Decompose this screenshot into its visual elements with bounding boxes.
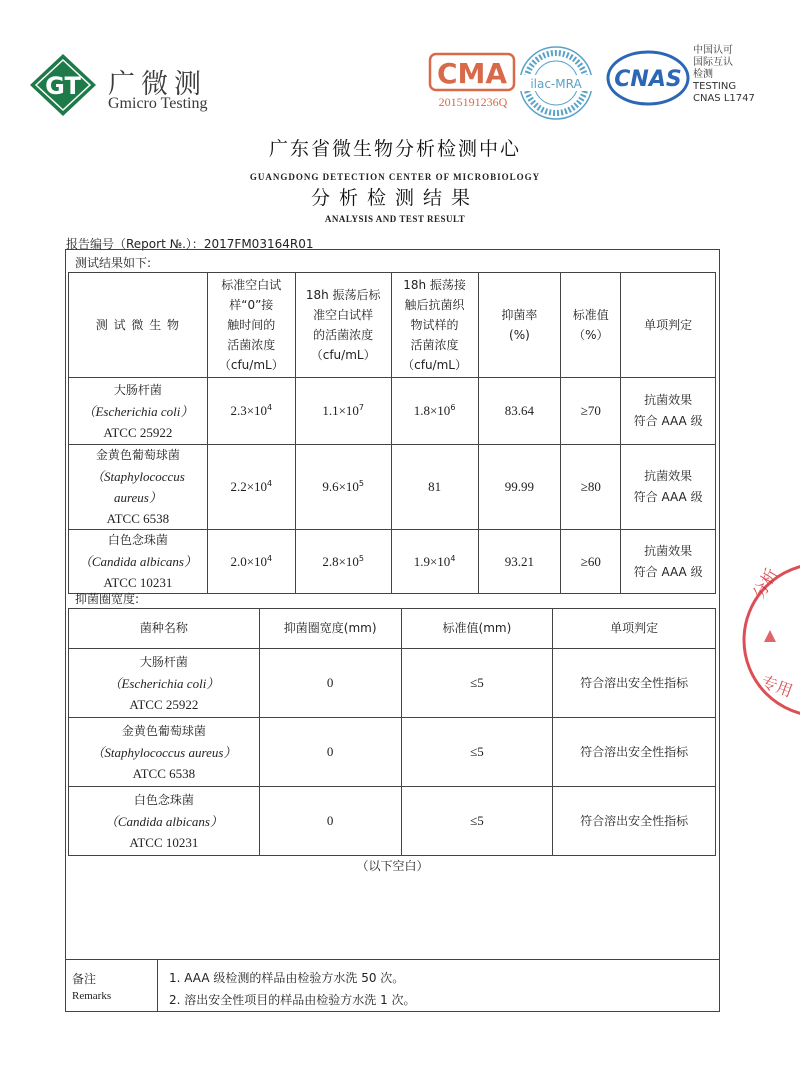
organism-name-latin: aureus） (113, 490, 162, 505)
value-base: 9.6×10 (322, 479, 359, 494)
standard-value (401, 787, 553, 856)
value-base: 1.9×10 (413, 553, 451, 569)
organism-cell (69, 378, 208, 445)
cnas-line: TESTING (693, 81, 737, 92)
svg-text:CMA: CMA (436, 57, 508, 90)
zone-width-value (259, 649, 401, 718)
organism-name-latin: （Staphylococcus (90, 469, 185, 484)
organism-name-latin: （Candida albicans） (78, 554, 197, 569)
center-title-en: GUANGDONG DETECTION CENTER OF MICROBIOLOGY (249, 172, 541, 182)
cnas-line: CNAS L1747 (693, 93, 755, 104)
antibacterial-results-table (68, 272, 716, 594)
value-base: 2.8×10 (322, 553, 359, 569)
verdict-line: 抗菌效果 (644, 469, 693, 483)
rate-value (478, 445, 561, 530)
value-exponent: 4 (450, 553, 456, 563)
organism-cell (69, 445, 208, 530)
verdict-line: 抗菌效果 (644, 543, 693, 558)
value-base: 2.2×10 (230, 479, 268, 494)
header-line: （%） (573, 328, 609, 342)
rate-value (478, 378, 561, 445)
verdict-cell (621, 378, 716, 445)
cnas-line: 国际互认 (693, 57, 733, 68)
organism-cell (69, 530, 208, 594)
blank-0h-value (207, 530, 295, 594)
blank-0h-value (207, 445, 295, 530)
organism-atcc: ATCC 6538 (106, 511, 170, 526)
table-row (69, 530, 716, 594)
strain-name-cn: 金黄色葡萄球菌 (121, 723, 206, 738)
strain-cell (69, 787, 260, 856)
remarks-label-en: Remarks (72, 990, 112, 1002)
header-line: 18h 振荡接 (403, 278, 466, 292)
cma-number: 2015191236Q (438, 95, 508, 109)
strain-cell (69, 649, 260, 718)
standard-value (561, 378, 621, 445)
rate-text: 99.99 (504, 479, 535, 494)
value-exponent: 4 (267, 479, 273, 488)
value-base: 2.3×10 (230, 403, 268, 418)
cnas-logo-icon (606, 50, 690, 106)
header-line: 标准空白试 (221, 278, 282, 292)
standard-value (561, 530, 621, 594)
table-row (69, 378, 716, 445)
svg-text:专用: 专用 (758, 671, 796, 701)
header-organism: 测 试 微 生 物 (69, 273, 208, 378)
cnas-accreditation-text (693, 45, 755, 105)
organism-name-cn: 金黄色葡萄球菌 (95, 448, 180, 462)
remark-item: 1. AAA 级检测的样品由检验方水洗 50 次。 (169, 971, 405, 985)
ilac-mra-logo-icon (517, 44, 595, 122)
organism-name-cn: 白色念珠菌 (107, 533, 168, 547)
brand-name-en: Gmicro Testing (108, 95, 208, 112)
inhibition-zone-table (68, 608, 716, 856)
remarks-label-cn: 备注 (72, 972, 97, 986)
svg-text:ilac-MRA: ilac-MRA (530, 77, 582, 91)
sample-18h-value (391, 530, 478, 594)
header-blank-0h (207, 273, 295, 378)
center-title-cn: 广东省微生物分析检测中心 (268, 138, 521, 160)
header-rate (478, 273, 561, 378)
red-seal-stamp-icon (740, 560, 800, 720)
sample-18h-value (391, 378, 478, 445)
table-row (69, 649, 716, 718)
header-line: (%) (509, 328, 530, 342)
svg-text:分析: 分析 (749, 564, 782, 602)
svg-text:GT: GT (45, 72, 81, 100)
cnas-line: 中国认可 (693, 45, 733, 56)
header-line: 触时间的 (227, 318, 276, 332)
header-line: 准空白试样 (313, 308, 374, 322)
strain-name-latin: （Staphylococcus aureus） (91, 744, 237, 760)
value-exponent: 4 (267, 403, 273, 412)
header-line: 18h 振荡后标 (305, 288, 381, 302)
header-strain: 菌种名称 (69, 609, 260, 649)
strain-name-latin: （Escherichia coli） (108, 675, 220, 691)
verdict-cell (621, 530, 716, 594)
verdict-line: 抗菌效果 (644, 393, 693, 407)
header-standard: 标准值(mm) (401, 609, 553, 649)
organism-atcc: ATCC 10231 (103, 575, 173, 590)
strain-name-latin: （Candida albicans） (104, 813, 223, 829)
verdict-line: 符合 AAA 级 (633, 564, 703, 579)
brand-name-cn: 广微测 (108, 69, 207, 100)
header-line: 触后抗菌织 (404, 298, 465, 312)
table-header-row (69, 273, 716, 378)
strain-atcc: ATCC 10231 (129, 834, 199, 850)
standard-text: ≥70 (580, 403, 601, 418)
verdict-value: 符合溶出安全性指标 (553, 649, 716, 718)
zone-width-value (259, 718, 401, 787)
standard-text: ≥60 (580, 553, 601, 569)
header-standard (561, 273, 621, 378)
cnas-line: 检测 (693, 69, 713, 80)
verdict-cell (621, 445, 716, 530)
remarks-label (65, 960, 158, 1012)
header-zone-width: 抑菌圈宽度(mm) (259, 609, 401, 649)
value-exponent: 5 (358, 479, 365, 488)
header-line: 样“0”接 (229, 298, 274, 312)
verdict-value: 符合溶出安全性指标 (553, 718, 716, 787)
strain-name-cn: 大肠杆菌 (139, 654, 188, 669)
standard-value (401, 718, 553, 787)
header-line: （cfu/mL） (310, 348, 376, 362)
strain-cell (69, 718, 260, 787)
sample-18h-value (391, 445, 478, 530)
header-line: （cfu/mL） (402, 358, 467, 372)
header-line: 活菌浓度 (410, 338, 459, 352)
header-line: 活菌浓度 (227, 338, 276, 352)
results-frame (65, 249, 720, 1012)
value-base: 1.1×10 (322, 403, 359, 418)
standard-value (561, 445, 621, 530)
blank-18h-value (295, 445, 391, 530)
standard-text: ≤5 (470, 675, 484, 690)
value-base: 2.0×10 (230, 553, 268, 569)
blank-0h-value (207, 378, 295, 445)
strain-atcc: ATCC 6538 (132, 765, 196, 781)
verdict-value: 符合溶出安全性指标 (553, 787, 716, 856)
value-base: 81 (428, 479, 442, 494)
blank-18h-value (295, 530, 391, 594)
value-exponent: 6 (450, 403, 456, 412)
standard-text: ≥80 (580, 479, 601, 494)
remark-item: 2. 溶出安全性项目的样品由检验方水洗 1 次。 (169, 993, 416, 1007)
header-verdict: 单项判定 (621, 273, 716, 378)
strain-name-cn: 白色念珠菌 (133, 792, 194, 807)
value-exponent: 4 (267, 553, 273, 563)
zone-width-text: 0 (326, 675, 334, 690)
rate-text: 83.64 (504, 403, 535, 418)
header-line: （cfu/mL） (218, 358, 284, 372)
report-number: 报告编号（Report №.）：2017FM03164R01 (66, 237, 314, 251)
zone-width-text: 0 (326, 813, 334, 828)
standard-text: ≤5 (470, 744, 484, 759)
standard-value (401, 649, 553, 718)
header-verdict: 单项判定 (553, 609, 716, 649)
blank-below-note: （以下空白） (356, 859, 429, 873)
value-base: 1.8×10 (413, 403, 451, 418)
section2-title: 抑菌圈宽度: (75, 592, 140, 606)
value-exponent: 5 (358, 553, 365, 563)
header-line: 抑菌率 (501, 308, 538, 322)
organism-name-cn: 大肠杆菌 (113, 382, 162, 397)
svg-text:CNAS: CNAS (614, 67, 682, 92)
rate-text: 93.21 (504, 553, 535, 569)
header-line: 标准值 (572, 308, 609, 322)
header-line: 的活菌浓度 (313, 328, 374, 342)
result-title-en: ANALYSIS AND TEST RESULT (324, 214, 466, 224)
blank-18h-value (295, 378, 391, 445)
zone-width-text: 0 (326, 744, 334, 759)
table-row (69, 445, 716, 530)
table-row (69, 787, 716, 856)
standard-text: ≤5 (470, 813, 484, 828)
gt-logo-icon (28, 52, 98, 118)
header-line: 物试样的 (410, 318, 459, 332)
zone-width-value (259, 787, 401, 856)
verdict-line: 符合 AAA 级 (633, 490, 703, 504)
table-header-row (69, 609, 716, 649)
header-blank-18h (295, 273, 391, 378)
header-sample-18h (391, 273, 478, 378)
rate-value (478, 530, 561, 594)
remarks-section (65, 959, 720, 1012)
value-exponent: 7 (358, 403, 365, 412)
section1-title: 测试结果如下: (75, 256, 152, 270)
organism-name-latin: （Escherichia coli） (82, 403, 194, 419)
verdict-line: 符合 AAA 级 (633, 414, 703, 428)
organism-atcc: ATCC 25922 (103, 424, 173, 440)
table-row (69, 718, 716, 787)
strain-atcc: ATCC 25922 (129, 696, 199, 712)
result-title-cn: 分析检测结果 (310, 187, 479, 209)
